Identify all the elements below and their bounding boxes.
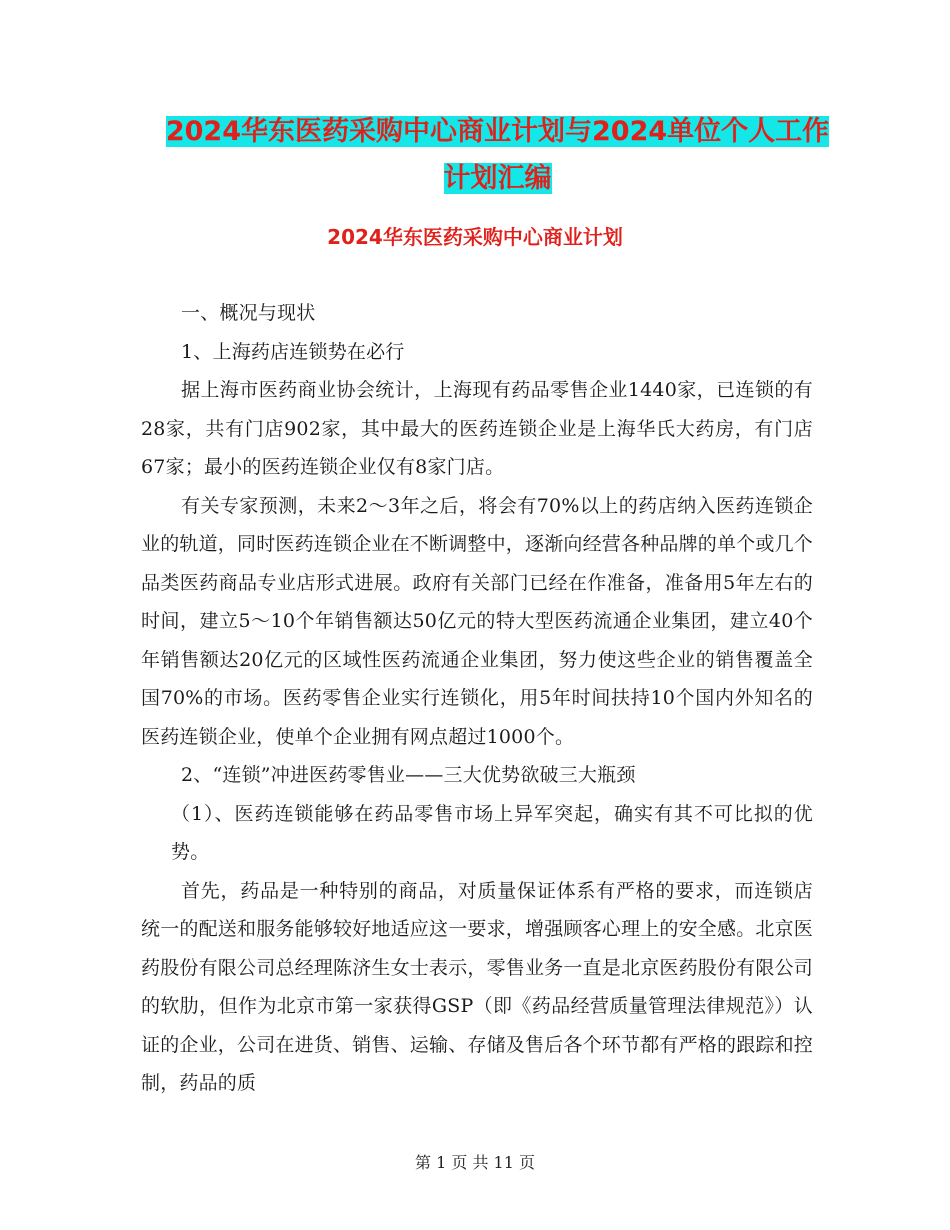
page-footer: 第 1 页 共 11 页 bbox=[415, 1153, 535, 1172]
heading-chain-advantages: 2、“连锁”冲进医药零售业——三大优势欲破三大瓶颈 bbox=[181, 764, 636, 786]
heading-overview: 一、概况与现状 bbox=[181, 302, 316, 324]
document-title-line1: 2024华东医药采购中心商业计划与2024单位个人工作 bbox=[165, 116, 830, 147]
section-title: 2024华东医药采购中心商业计划 bbox=[327, 225, 623, 249]
paragraph-expert-forecast: 有关专家预测，未来2～3年之后，将会有70%以上的药店纳入医药连锁企业的轨道，同时医药连锁企业在不断调整中，逐渐向经营各种品牌的单个或几个品类医药商品专业店形式进展。政府有关部门已经在作准备，准备用5年左右的时间，建立5～10个年销售额达50亿元的特大型医药流通企业集团，建立40个年销售额达20亿元的区域性医药流通企业集团，努力使这些企业的销售覆盖全国70%的市场。医药零售企业实行连锁化，用5年时间扶持10个国内外知名的医药连锁企业，使单个企业拥有网点超过1000个。 bbox=[141, 494, 814, 748]
document-body bbox=[141, 294, 813, 1103]
subheading-advantage-1: （1）、医药连锁能够在药品零售市场上异军突起，确实有其不可比拟的优势。 bbox=[171, 802, 813, 863]
paragraph-statistics: 据上海市医药商业协会统计，上海现有药品零售企业1440家，已连锁的有28家，共有门店902家，其中最大的医药连锁企业是上海华氏大药房，有门店67家；最小的医药连锁企业仅有8家门店。 bbox=[141, 379, 813, 478]
paragraph-quality-assurance: 首先，药品是一种特别的商品，对质量保证体系有严格的要求，而连锁店统一的配送和服务能够较好地适应这一要求，增强顾客心理上的安全感。北京医药股份有限公司总经理陈济生女士表示，零售业务一直是北京医药股份有限公司的软肋，但作为北京市第一家获得GSP（即《药品经营质量管理法律规范》）认证的企业，公司在进货、销售、运输、存储及售后各个环节都有严格的跟踪和控制，药品的质 bbox=[141, 879, 814, 1094]
document-title-line2: 计划汇编 bbox=[443, 163, 552, 194]
heading-shanghai-chains: 1、上海药店连锁势在必行 bbox=[181, 340, 405, 363]
document-title bbox=[140, 108, 855, 202]
